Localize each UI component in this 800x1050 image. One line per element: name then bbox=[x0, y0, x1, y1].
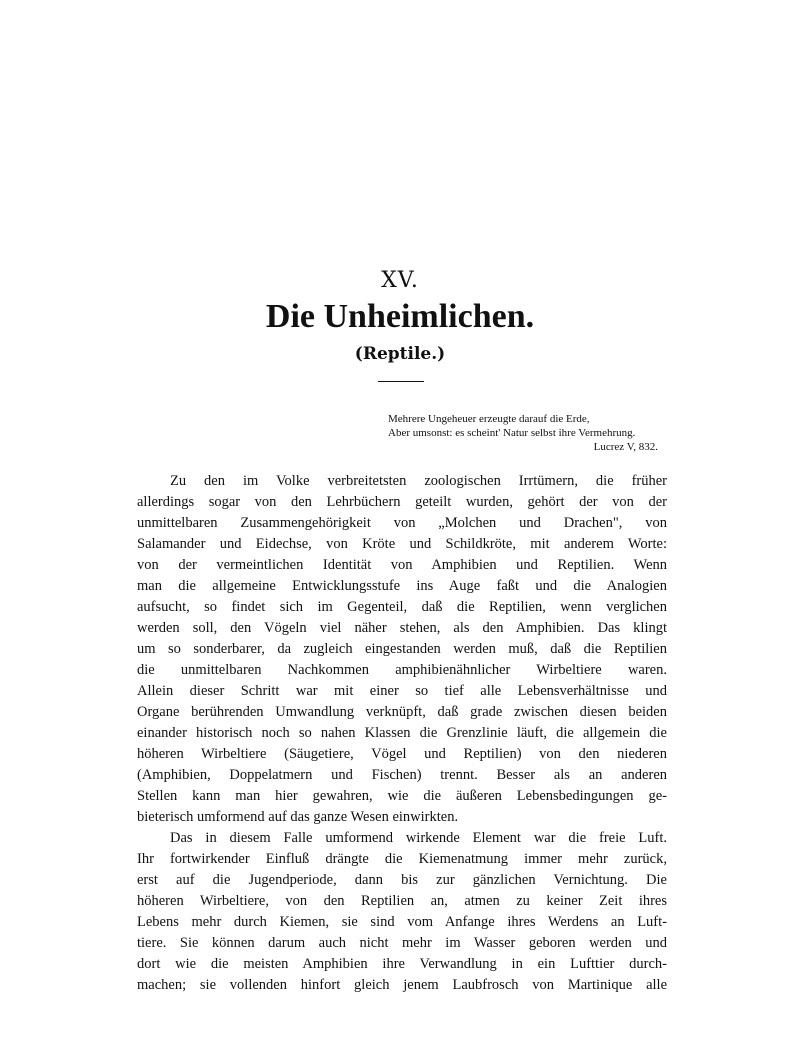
epigraph-line: Mehrere Ungeheuer erzeugte darauf die Erde, bbox=[388, 413, 590, 425]
paragraph-line: von der vermeintlichen Identität von Amphibien und Reptilien. Wenn bbox=[137, 557, 667, 573]
paragraph-line: einander historisch noch so nahen Klassen die Grenzlinie läuft, die allgemein die bbox=[137, 725, 667, 741]
paragraph-line: Ihr fortwirkender Einfluß drängte die Kiemenatmung immer mehr zurück, bbox=[137, 851, 667, 867]
paragraph-line: erst auf die Jugendperiode, dann bis zur gänzlichen Vernichtung. Die bbox=[137, 872, 667, 888]
paragraph-line: aufsucht, so findet sich im Gegenteil, daß die Reptilien, wenn verglichen bbox=[137, 599, 667, 615]
paragraph-line: höheren Wirbeltiere, von den Reptilien an, atmen zu keiner Zeit ihres bbox=[137, 893, 667, 909]
epigraph bbox=[388, 412, 678, 454]
paragraph-line: man die allgemeine Entwicklungsstufe ins Auge faßt und die Analogien bbox=[137, 578, 667, 594]
paragraph-line: werden soll, den Vögeln viel näher stehen, als den Amphibien. Das klingt bbox=[137, 620, 667, 636]
paragraph-line: Das in diesem Falle umformend wirkende Element war die freie Luft. bbox=[170, 830, 667, 846]
paragraph-line: die unmittelbaren Nachkommen amphibienähnlicher Wirbeltiere waren. bbox=[137, 662, 667, 678]
body-text bbox=[137, 471, 667, 996]
paragraph-line: Zu den im Volke verbreitetsten zoologischen Irrtümern, die früher bbox=[170, 473, 667, 489]
title-divider bbox=[378, 381, 424, 382]
paragraph-line: Lebens mehr durch Kiemen, sie sind vom Anfange ihres Werdens an Luft- bbox=[137, 914, 667, 930]
paragraph-line: (Amphibien, Doppelatmern und Fischen) trennt. Besser als an anderen bbox=[137, 767, 667, 783]
chapter-subtitle: (Reptile.) bbox=[354, 344, 446, 364]
chapter-number: XV. bbox=[381, 268, 419, 293]
paragraph-line: Organe berührenden Umwandlung verknüpft, daß grade zwischen diesen beiden bbox=[137, 704, 667, 720]
paragraph-line: Stellen kann man hier gewahren, wie die äußeren Lebensbedingungen ge- bbox=[137, 788, 667, 804]
paragraph-line: unmittelbaren Zusammengehörigkeit von „Molchen und Drachen", von bbox=[137, 515, 667, 531]
paragraph-line: allerdings sogar von den Lehrbüchern geteilt wurden, gehört der von der bbox=[137, 494, 667, 510]
paragraph-line: tiere. Sie können darum auch nicht mehr im Wasser geboren werden und bbox=[137, 935, 667, 951]
paragraph-line: machen; sie vollenden hinfort gleich jenem Laubfrosch von Martinique alle bbox=[137, 977, 667, 993]
epigraph-source: Lucrez V, 832. bbox=[593, 441, 658, 453]
paragraph-line: um so sonderbarer, da zugleich eingestanden werden muß, daß die Reptilien bbox=[137, 641, 667, 657]
paragraph-line: Salamander und Eidechse, von Kröte und Schildkröte, mit anderem Worte: bbox=[137, 536, 667, 552]
paragraph-line: höheren Wirbeltiere (Säugetiere, Vögel und Reptilien) von den niederen bbox=[137, 746, 667, 762]
epigraph-line: Aber umsonst: es scheint' Natur selbst ihre Vermehrung. bbox=[388, 427, 636, 439]
paragraph-line: dort wie die meisten Amphibien ihre Verwandlung in ein Lufttier durch- bbox=[137, 956, 667, 972]
chapter-title: Die Unheimlichen. bbox=[265, 298, 535, 335]
paragraph-line: Allein dieser Schritt war mit einer so tief alle Lebensverhältnisse und bbox=[137, 683, 667, 699]
paragraph-line: bieterisch umformend auf das ganze Wesen einwirkten. bbox=[137, 809, 459, 825]
